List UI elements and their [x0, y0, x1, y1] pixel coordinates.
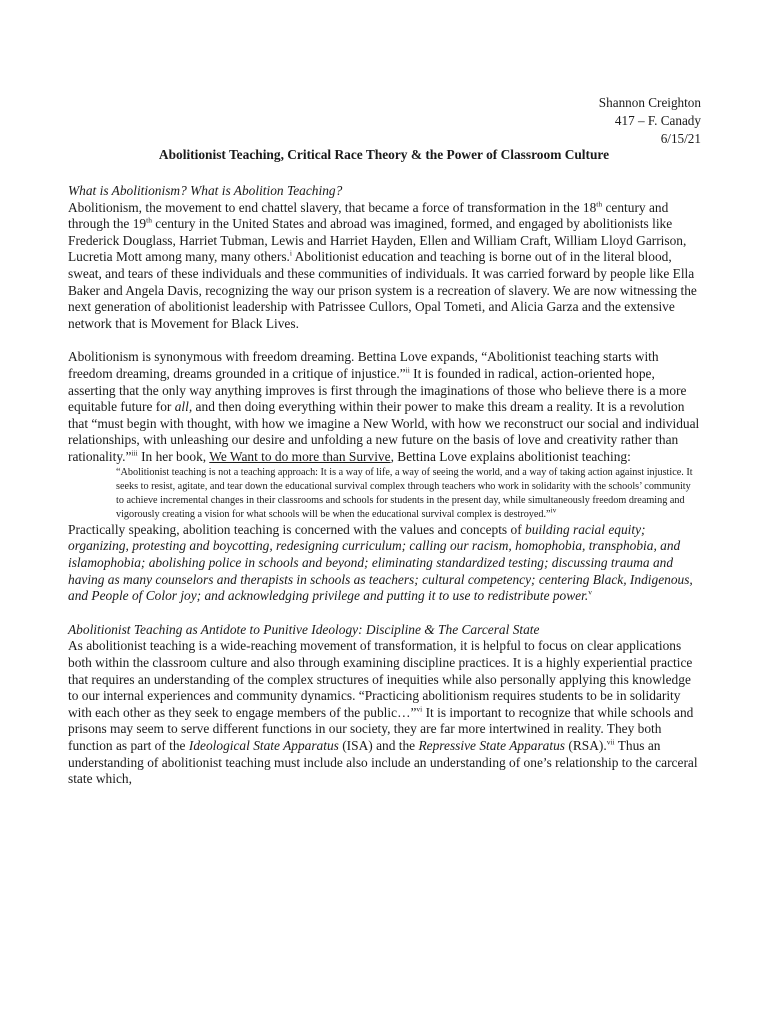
text-run: As abolitionist teaching is a wide-reaching movement of transformation, it is helpful to focus on clear applications both within the classroom culture and also through examining discipline practices. It is a highly experiential practice that requires an understanding of the complex structures of inequities while also personally applying this knowledge to our internal experiences and community dynamics. “Practicing abolitionism requires students to be in solidarity with each other as they seek to engage members of the public…”: [68, 638, 693, 720]
section-heading-abolitionism: What is Abolitionism? What is Abolition Teaching?: [68, 183, 343, 198]
section-heading-punitive-ideology: Abolitionist Teaching as Antidote to Punitive Ideology: Discipline & The Carceral State: [68, 621, 540, 637]
italic-run: Repressive State Apparatus: [418, 738, 566, 753]
footnote-marker: ii: [405, 365, 410, 375]
italic-run: building racial equity; organizing, protesting and boycotting, redesigning curriculum; calling our racism, homophobia, transphobia, and islamophobia; abolishing police in schools and beyond; eliminating standardized testing; discussing trauma and having as many counselors and therapists in schools as teachers; cultural competency; centering Black, Indigenous, and People of Color joy; and acknowledging privilege and putting it to use to redistribute power.: [68, 521, 693, 604]
superscript: th: [596, 199, 603, 209]
italic-run: all,: [174, 399, 193, 415]
text-run: (RSA).: [565, 738, 607, 753]
italic-run: Ideological State Apparatus: [188, 738, 339, 753]
book-title: We Want to do more than Survive: [209, 448, 391, 464]
text-run: Abolitionist education and teaching is borne out of in the literal blood, sweat, and tears of these individuals and these communities of individuals. It was carried forward by people like Ella Baker and Angela Davis, recognizing the way our prison system is a recreation of slavery. We are now witnessing the next generation of abolitionist leadership with Patrissee Cullors, Opal Tometi, and Alicia Garza and the extensive network that is Movement for Black Lives.: [68, 249, 697, 331]
text-run: Thus an understanding of abolitionist teaching must include also include an understanding of one’s relationship to the carceral state which,: [68, 738, 698, 787]
text-run: Practically speaking, abolition teaching is concerned with the values and concepts of: [68, 521, 525, 537]
paragraph-freedom-dreaming: [68, 349, 704, 465]
text-run: It is founded in radical, action-oriented hope, asserting that the only way anything improves is first through the imaginations of those who believe there is a more equitable future for: [68, 365, 687, 415]
footnote-marker: v: [588, 587, 592, 597]
footnote-marker: i: [289, 248, 292, 258]
footnote-marker: vii: [606, 737, 615, 747]
paragraph-carceral-state: [68, 638, 704, 787]
text-run: , Bettina Love explains abolitionist teaching:: [390, 448, 631, 464]
text-run: Abolitionism is synonymous with freedom dreaming. Bettina Love expands, “Abolitionist teaching starts with freedom dreaming, dreams grounded in a critique of injustice.”: [68, 349, 659, 381]
footnote-marker: iv: [550, 505, 557, 515]
document-date: 6/15/21: [660, 131, 701, 146]
footnote-marker: iii: [131, 448, 138, 458]
document-body: [68, 183, 704, 788]
footnote-marker: vi: [416, 704, 423, 714]
paragraph-practical-concepts: [68, 522, 704, 605]
quote-text: “Abolitionist teaching is not a teaching approach: It is a way of life, a way of seeing the world, and a way of taking action against injustice. It seeks to resist, agitate, and tear down the educational survival complex through teachers who work in solidarity with the schools’ community to achieve incremental changes in their classrooms and schools for students in the present day, while simultaneously freedom dreaming and vigorously creating a vision for what schools will be when the educational survival complex is destroyed.”: [116, 466, 693, 520]
paragraph-abolitionism-history: [68, 200, 704, 333]
text-run: century and through the 19: [68, 199, 669, 232]
author-name: Shannon Creighton: [598, 95, 701, 110]
text-run: (ISA) and the: [338, 738, 419, 753]
document-header: [599, 94, 701, 148]
text-run: Abolitionism, the movement to end chattel slavery, that became a force of transformation in the 18: [68, 199, 597, 215]
course-info: 417 – F. Canady: [614, 113, 701, 128]
text-run: century in the United States and abroad was imagined, formed, and engaged by abolitionists like Frederick Douglass, Harriet Tubman, Lewis and Harriet Hayden, Ellen and William Craft, William Lloyd Garrison, Lucretia Mott among many, many others.: [68, 216, 687, 265]
document-title: Abolitionist Teaching, Critical Race Theory & the Power of Classroom Culture: [158, 147, 610, 162]
text-run: It is important to recognize that while schools and prisons may seem to serve different functions in our society, they are far more intertwined in reality. They both function as part of the: [68, 704, 694, 753]
text-run: In her book,: [137, 448, 210, 464]
block-quote: [116, 466, 700, 522]
text-run: and then doing everything within their power to make this dream a reality. It is a revolution that “must begin with thought, with how we imagine a New World, with how we reconstruct our social and individual relationships, with unleashing our desire and unfolding a new future on the basis of love and creativity rather than rationality.”: [68, 399, 700, 464]
paragraph-spacer: [68, 605, 704, 622]
superscript: th: [146, 215, 152, 225]
paragraph-spacer: [68, 332, 704, 349]
